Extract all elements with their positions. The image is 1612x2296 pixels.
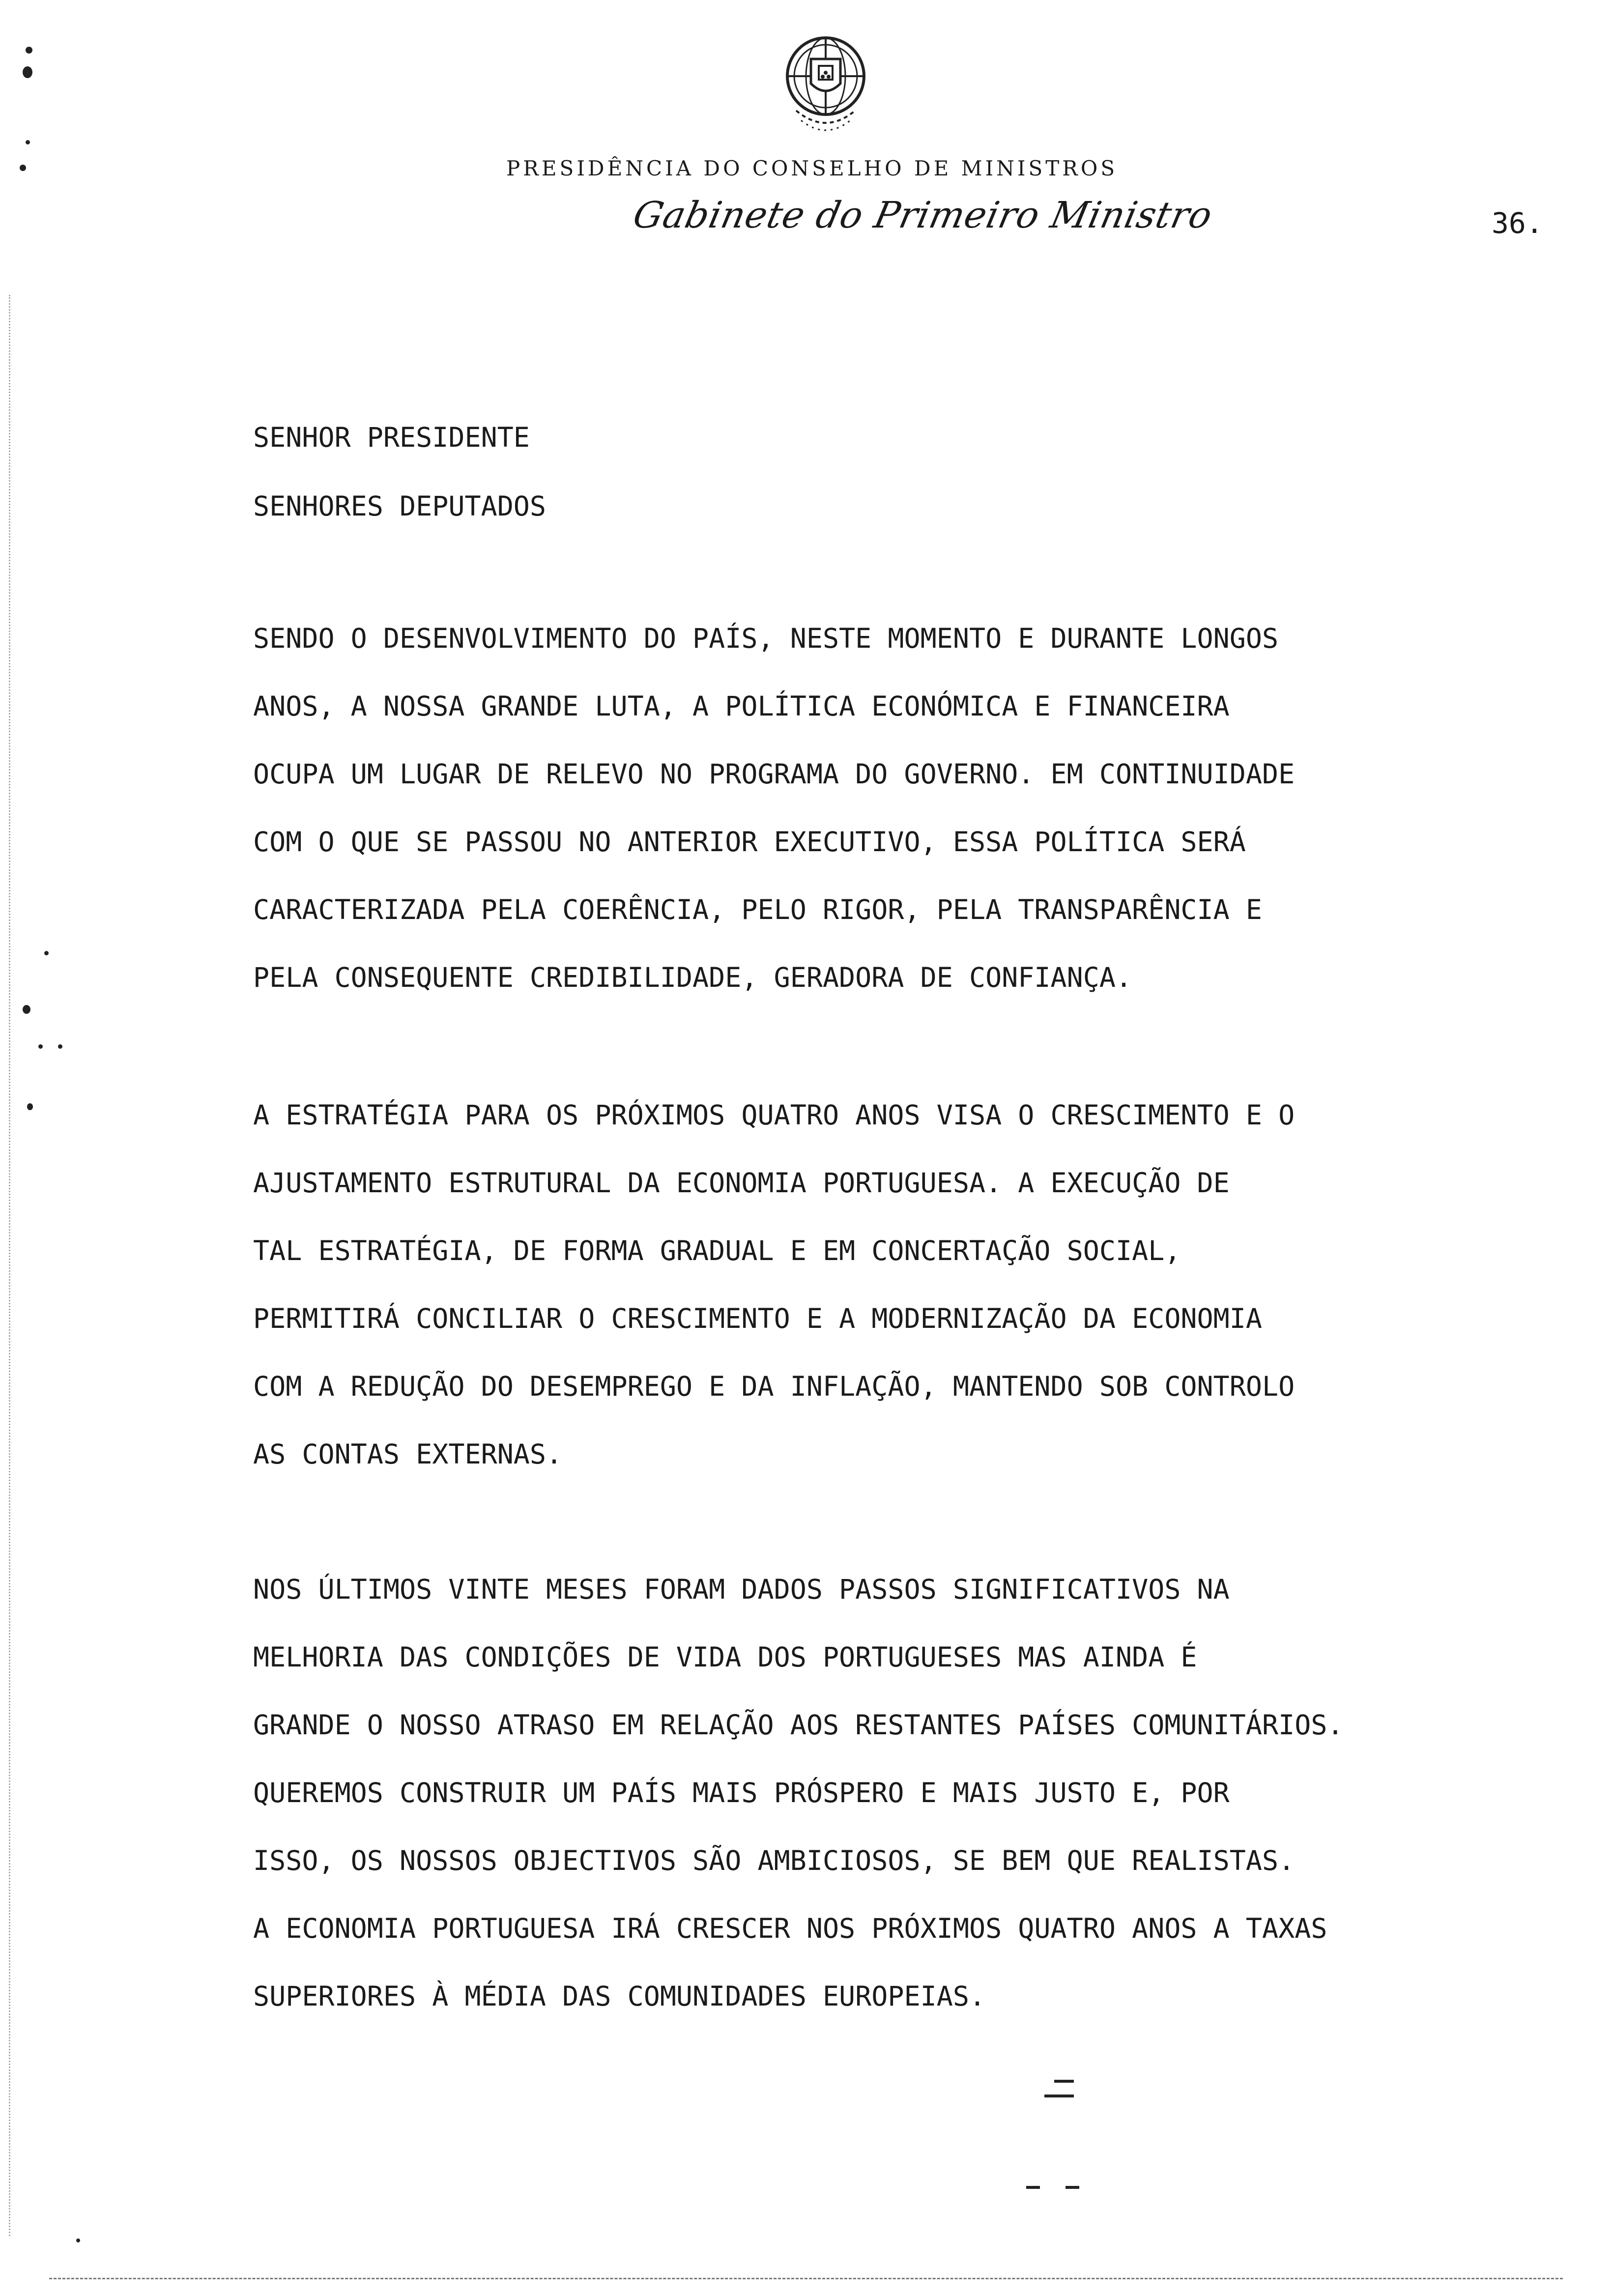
scan-left-edge — [9, 295, 12, 2236]
scan-speck — [44, 951, 49, 955]
paragraph-line: QUEREMOS CONSTRUIR UM PAÍS MAIS PRÓSPERO E MAIS JUSTO E, POR — [253, 1777, 1230, 1808]
paragraph-line: ANOS, A NOSSA GRANDE LUTA, A POLÍTICA ECONÓMICA E FINANCEIRA — [253, 690, 1230, 722]
scan-speck — [76, 2239, 80, 2242]
paragraph-line: AS CONTAS EXTERNAS. — [253, 1438, 563, 1470]
paragraph-2 — [253, 1081, 1600, 1488]
institution-name: PRESIDÊNCIA DO CONSELHO DE MINISTROS — [506, 156, 1118, 180]
scan-speck — [26, 140, 30, 144]
office-handwritten-title: Gabinete do Primeiro Ministro — [629, 194, 1216, 236]
scan-bottom-edge — [49, 2278, 1563, 2282]
paragraph-line: TAL ESTRATÉGIA, DE FORMA GRADUAL E EM CONCERTAÇÃO SOCIAL, — [253, 1235, 1181, 1266]
page-number: 36. — [1492, 206, 1543, 240]
salutation-president: SENHOR PRESIDENTE — [253, 422, 530, 453]
coat-of-arms-seal-icon — [772, 25, 880, 143]
paragraph-line: COM A REDUÇÃO DO DESEMPREGO E DA INFLAÇÃO, MANTENDO SOB CONTROLO — [253, 1371, 1295, 1402]
paragraph-line: A ECONOMIA PORTUGUESA IRÁ CRESCER NOS PRÓXIMOS QUATRO ANOS A TAXAS — [253, 1913, 1327, 1944]
paragraph-line: CARACTERIZADA PELA COERÊNCIA, PELO RIGOR, PELA TRANSPARÊNCIA E — [253, 894, 1262, 925]
paragraph-1 — [253, 604, 1600, 1011]
paragraph-line: ISSO, OS NOSSOS OBJECTIVOS SÃO AMBICIOSOS, SE BEM QUE REALISTAS. — [253, 1845, 1295, 1876]
paragraph-line: SENDO O DESENVOLVIMENTO DO PAÍS, NESTE MOMENTO E DURANTE LONGOS — [253, 623, 1279, 654]
scan-speck — [27, 1103, 33, 1110]
scan-speck — [20, 165, 26, 171]
paragraph-line: PERMITIRÁ CONCILIAR O CRESCIMENTO E A MODERNIZAÇÃO DA ECONOMIA — [253, 1303, 1262, 1334]
paragraph-line: MELHORIA DAS CONDIÇÕES DE VIDA DOS PORTUGUESES MAS AINDA É — [253, 1641, 1197, 1673]
continuation-mark — [1065, 2186, 1079, 2189]
paragraph-line: A ESTRATÉGIA PARA OS PRÓXIMOS QUATRO ANOS VISA O CRESCIMENTO E O — [253, 1099, 1295, 1131]
paragraph-line: SUPERIORES À MÉDIA DAS COMUNIDADES EUROPEIAS. — [253, 1980, 986, 2012]
paragraph-line: PELA CONSEQUENTE CREDIBILIDADE, GERADORA DE CONFIANÇA. — [253, 962, 1132, 993]
paragraph-3 — [253, 1555, 1600, 2030]
paragraph-line: NOS ÚLTIMOS VINTE MESES FORAM DADOS PASSOS SIGNIFICATIVOS NA — [253, 1574, 1230, 1605]
paragraph-line: GRANDE O NOSSO ATRASO EM RELAÇÃO AOS RESTANTES PAÍSES COMUNITÁRIOS. — [253, 1709, 1344, 1741]
continuation-mark — [1054, 2080, 1074, 2083]
scan-speck — [26, 47, 32, 54]
continuation-mark — [1026, 2186, 1040, 2189]
salutation-deputies: SENHORES DEPUTADOS — [253, 490, 547, 522]
paragraph-line: OCUPA UM LUGAR DE RELEVO NO PROGRAMA DO GOVERNO. EM CONTINUIDADE — [253, 758, 1295, 790]
scan-speck — [58, 1044, 62, 1049]
scan-speck — [23, 66, 32, 78]
scan-speck — [23, 1005, 30, 1014]
continuation-mark — [1044, 2095, 1074, 2097]
paragraph-line: COM O QUE SE PASSOU NO ANTERIOR EXECUTIVO, ESSA POLÍTICA SERÁ — [253, 826, 1246, 858]
scan-speck — [38, 1044, 43, 1049]
paragraph-line: AJUSTAMENTO ESTRUTURAL DA ECONOMIA PORTUGUESA. A EXECUÇÃO DE — [253, 1167, 1230, 1199]
